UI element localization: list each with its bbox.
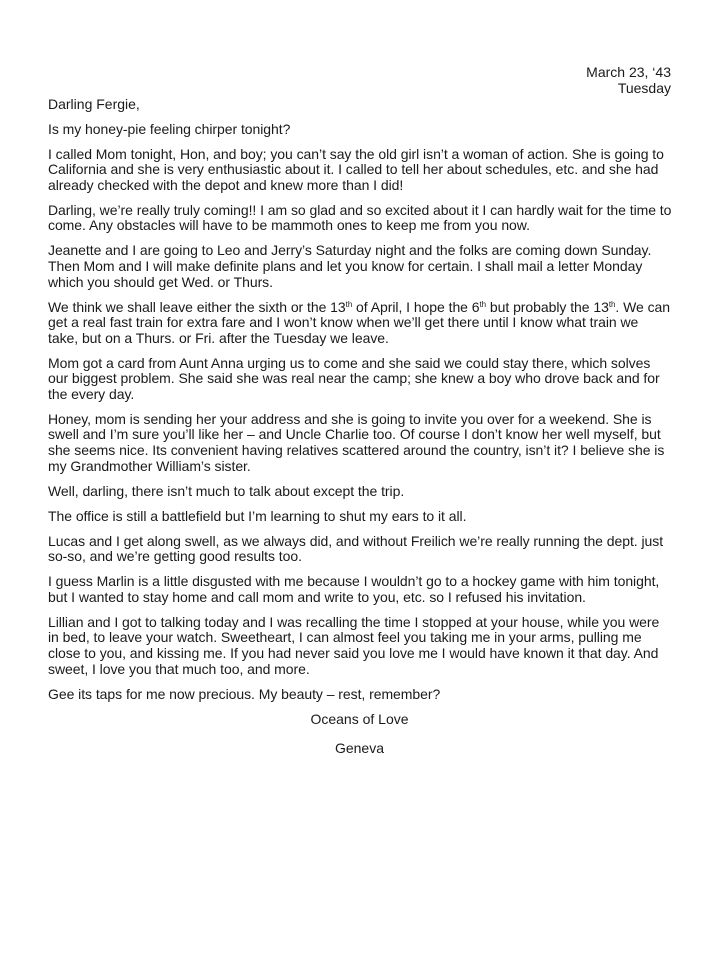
letter-page [48, 64, 672, 756]
paragraph-1: Is my honey-pie feeling chirper tonight? [48, 120, 291, 137]
paragraph-12: Lillian and I got to talking today and I was recalling the time I stopped at your house, while you were in bed, to leave your watch. Sweetheart, I can almost feel you taking me in your arms, pulling me close to you, and kissing me. If you had never said you love me I would have known it that day. And sweet, I love you that much too, and more. [48, 613, 660, 677]
salutation: Darling Fergie, [48, 96, 140, 112]
ordinal-suffix: th [479, 299, 487, 309]
paragraph-13: Gee its taps for me now precious. My beauty – rest, remember? [48, 685, 441, 702]
date-block [48, 64, 671, 96]
closing: Oceans of Love [310, 711, 409, 728]
paragraph-5 [48, 300, 672, 347]
paragraph-2: I called Mom tonight, Hon, and boy; you can’t say the old girl isn’t a woman of action. She is going to California and she is very enthusiastic about it. I called to tell her about schedules, etc. and she had already checked with the depot and knew more than I did! [48, 145, 664, 193]
paragraph-5-part: . We can get a real fast train for extra fare and I won’t know when we’ll get there until I know what train we take, but on a Thurs. or Fri. after the Tuesday we leave. [48, 298, 671, 346]
paragraph-7: Honey, mom is sending her your address and she is going to invite you over for a weekend. She is swell and I’m sure you’ll like her – and Uncle Charlie too. Of course I don’t know her well myself, but she seems nice. Its convenient having relatives scattered around the country, isn’t it? I believe she is my Grandmother William’s sister. [48, 410, 665, 474]
paragraph-5-part: of April, I hope the 6 [352, 298, 480, 315]
paragraph-4: Jeanette and I are going to Leo and Jerry’s Saturday night and the folks are coming down Sunday. Then Mom and I will make definite plans and let you know for certain. I shall mail a letter Monday which you should get Wed. or Thurs. [48, 242, 652, 290]
paragraph-5-part: but probably the 13 [486, 298, 609, 315]
paragraph-6: Mom got a card from Aunt Anna urging us to come and she said we could stay there, which solves our biggest problem. She said she was real near the camp; she knew a boy who drove back and for the every day. [48, 354, 660, 402]
paragraph-3: Darling, we’re really truly coming!! I am so glad and so excited about it I can hardly wait for the time to come. Any obstacles will have to be mammoth ones to keep me from you now. [48, 201, 672, 234]
signature: Geneva [334, 739, 385, 756]
paragraph-8: Well, darling, there isn’t much to talk about except the trip. [48, 482, 405, 499]
letter-weekday: Tuesday [617, 80, 671, 96]
paragraph-10: Lucas and I get along swell, as we always did, and without Freilich we’re really running the dept. just so-so, and we’re getting good results too. [48, 532, 664, 565]
ordinal-suffix: th [608, 299, 616, 309]
letter-date: March 23, ‘43 [586, 64, 671, 80]
paragraph-11: I guess Marlin is a little disgusted with me because I wouldn’t go to a hockey game with him tonight, but I wanted to stay home and call mom and write to you, etc. so I refused his invitation. [48, 573, 660, 605]
paragraph-9: The office is still a battlefield but I’m learning to shut my ears to it all. [48, 507, 467, 524]
paragraph-5-part: We think we shall leave either the sixth or the 13 [48, 298, 346, 315]
ordinal-suffix: th [345, 299, 353, 309]
